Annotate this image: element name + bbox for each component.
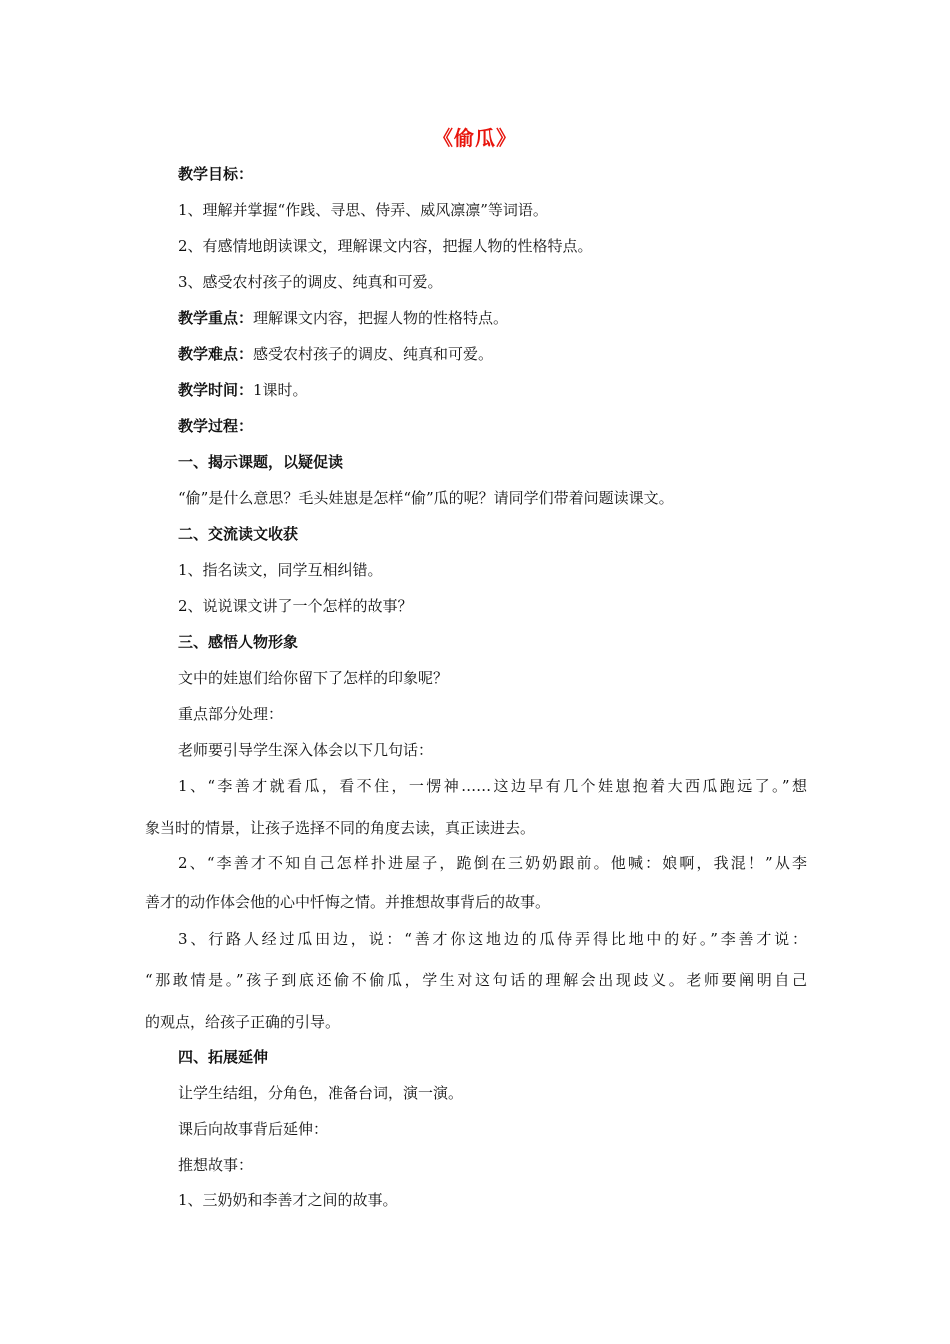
section3-item2-line: 善才的动作体会他的心中忏悔之情。并推想故事背后的故事。 (145, 893, 551, 911)
time-label: 教学时间： (178, 381, 254, 399)
key-point-label: 教学重点： (178, 309, 254, 327)
key-point-text: 理解课文内容，把握人物的性格特点。 (253, 309, 509, 327)
section3-item1-line: 象当时的情景，让孩子选择不同的角度去读，真正读进去。 (145, 819, 536, 837)
process-heading: 教学过程： (178, 417, 254, 435)
section3-intro-line: 文中的娃崽们给你留下了怎样的印象呢？ (178, 669, 449, 687)
section2-item: 1、指名读文，同学互相纠错。 (178, 561, 383, 579)
time-line (178, 380, 308, 400)
section3-item2-line: 2、“李善才不知自己怎样扑进屋子，跪倒在三奶奶跟前。他喊：娘啊，我混！”从李 (178, 854, 807, 872)
section3-heading: 三、感悟人物形象 (178, 633, 299, 651)
document-title: 《偷瓜》 (433, 126, 517, 150)
difficulty-line (178, 344, 493, 364)
time-text: 1课时。 (253, 381, 308, 399)
objective-item: 2、有感情地朗读课文，理解课文内容，把握人物的性格特点。 (178, 237, 593, 255)
objective-item: 1、理解并掌握“作践、寻思、侍弄、威风凛凛”等词语。 (178, 201, 548, 219)
section3-intro-line: 重点部分处理： (178, 705, 284, 723)
section4-item: 让学生结组，分角色，准备台词，演一演。 (178, 1084, 464, 1102)
section3-intro-line: 老师要引导学生深入体会以下几句话： (178, 741, 434, 759)
section1-text: “偷”是什么意思？毛头娃崽是怎样“偷”瓜的呢？请同学们带着问题读课文。 (178, 489, 674, 507)
section1-heading: 一、揭示课题，以疑促读 (178, 453, 344, 471)
section3-item3-line: “那敢情是。”孩子到底还偷不偷瓜，学生对这句话的理解会出现歧义。老师要阐明自己 (145, 971, 807, 989)
difficulty-label: 教学难点： (178, 345, 254, 363)
section3-item3-line: 3、行路人经过瓜田边，说：“善才你这地边的瓜侍弄得比地中的好。”李善才说： (178, 930, 807, 948)
key-point-line (178, 308, 508, 328)
objective-item: 3、感受农村孩子的调皮、纯真和可爱。 (178, 273, 443, 291)
section3-item1-line: 1、“李善才就看瓜，看不住，一愣神……这边早有几个娃崽抱着大西瓜跑远了。”想 (178, 777, 807, 795)
difficulty-text: 感受农村孩子的调皮、纯真和可爱。 (253, 345, 494, 363)
section4-heading: 四、拓展延伸 (178, 1048, 269, 1066)
section4-item: 课后向故事背后延伸： (178, 1120, 329, 1138)
section2-item: 2、说说课文讲了一个怎样的故事？ (178, 597, 413, 615)
section3-item3-line: 的观点，给孩子正确的引导。 (145, 1013, 341, 1031)
section2-heading: 二、交流读文收获 (178, 525, 299, 543)
section4-item: 推想故事： (178, 1156, 254, 1174)
section4-item: 1、三奶奶和李善才之间的故事。 (178, 1191, 398, 1209)
objectives-heading: 教学目标： (178, 165, 254, 183)
